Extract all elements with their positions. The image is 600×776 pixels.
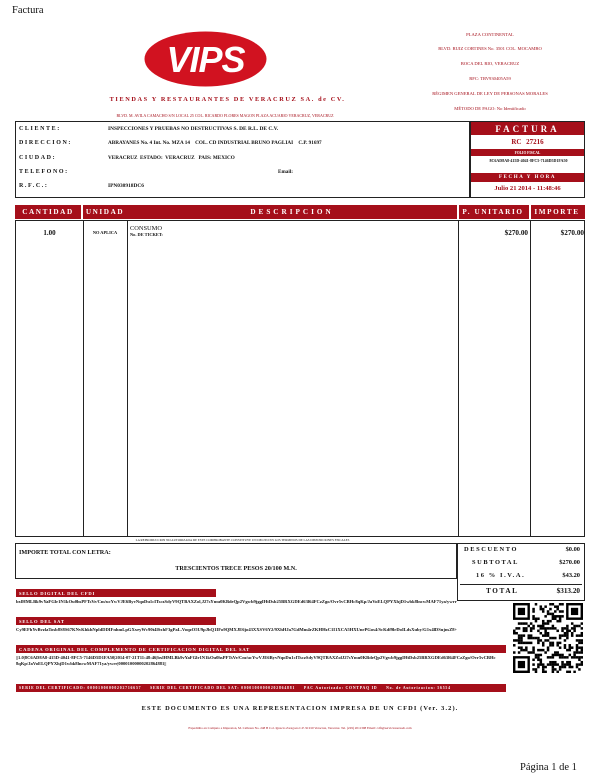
certificate-bar: SERIE DEL CERTIFICADO: 00001000000202716657 SERIE DEL CERTIFICADO DEL SAT: 00001000000202864881 PAC Autorizado: CONTPAQ ID No. de Autorizacion: 56554 (16, 684, 506, 692)
svg-text:VIPS: VIPS (166, 39, 245, 80)
row-unit-price: $270.00 (504, 229, 528, 237)
amount-words-box (15, 543, 457, 579)
row-description: CONSUMO (130, 225, 162, 232)
row-amount: $270.00 (560, 229, 584, 237)
issue-place-line-2: BLVD. RUIZ CORTINES No. 3501 COL. MOCAMBO (438, 46, 542, 51)
total-label: 16 % I.V.A. (476, 572, 526, 579)
page-title: Factura (12, 5, 44, 16)
legal-note: LA REPRODUCCION NO AUTORIZADA DE ESTE COMPROBANTE CONSTITUYE UN DELITO EN LOS TERMINOS DE LAS DISPOSICIONES FISCALES (135, 538, 350, 542)
row-quantity: 1.00 (43, 229, 56, 237)
invoice-date: Julio 21 2014 - 11:48:46 (494, 185, 561, 192)
vips-logo-icon (143, 30, 268, 88)
issue-place-regimen: RÉGIMEN GENERAL DE LEY DE PERSONAS MORALES (432, 91, 548, 96)
amount-words: TRESCIENTOS TRECE PESOS 20/100 M.N. (175, 565, 297, 572)
city-label: CIUDAD: (19, 155, 57, 161)
sat-seal-label: SELLO DEL SAT (16, 617, 216, 625)
rfc-label: R.F.C.: (19, 183, 49, 189)
header-cantidad: CANTIDAD (22, 208, 74, 216)
items-table-body (15, 220, 585, 537)
total-label: SUBTOTAL (472, 559, 520, 566)
client-address: ABRAYANES No. 4 Int. No. MZA 14 COL. CD INDUSTRIAL BRUNO PAGLIAI C.P. 91697 (108, 140, 322, 146)
invoice-box (470, 121, 585, 198)
phone-label: TELEFONO: (19, 169, 69, 175)
client-rfc: IPN030918DC6 (108, 183, 144, 189)
original-chain: ||1.0|8C6AD8A8-415D-4041-8FC5-7146D5D1FA50|2014-07-21T11:48:46|bxlHMLBk9vYaFGlr1N1kOu0hsPFTsVe/Cm/ucYwVJE6ByvNqoDu1cITsczSdyV9QTBAXZolJ27sYmu0KBdeQp2Vgwb9jggIHtDsb25BRXGDEd63l64FCzZgo/Ovr5vCBHc8qKp/JaVoELQPYXhjD1wbk8lncwMAF71ya/ywrr|00001000000202864881|| (16, 655, 496, 666)
company-name: TIENDAS Y RESTAURANTES DE VERACRUZ SA. de CV. (109, 96, 346, 103)
total-value: $0.00 (565, 546, 580, 553)
client-box (15, 121, 470, 198)
date-label: FECHA Y HORA (471, 173, 584, 182)
cfd-seal: bxlHMLBk9vYaFGlr1N1kOu0hsPFTsVe/Cm/ucYwVJE6ByvNqoDu1cITsczSdyV9QTBAXZol,J27sYmu0KBdeQp2Vgwb9jggIHtDsb25BRXGDEd63l64FCzZgo/Ovr5vCBHc8qKp/JaVoELQPYXhjD1wbk8lncwMAF71ya/ywrr (16, 599, 457, 604)
amount-words-label: IMPORTE TOTAL CON LETRA: (19, 549, 111, 556)
invoice-number: RC 27216 (511, 138, 544, 146)
total-label: DESCUENTO (464, 546, 519, 553)
header-unidad: UNIDAD (85, 208, 125, 216)
total-label: TOTAL (486, 587, 519, 595)
issue-place-line-3: BOCA DEL RIO, VERACRUZ (460, 61, 520, 66)
cfdi-statement: ESTE DOCUMENTO ES UNA REPRESENTACION IMPRESA DE UN CFDI (Ver. 3.2). (141, 705, 459, 712)
printer-contact: Expedidito en Computo e Impresion, M. Calhoun No. 248 B Col. Ignacio Zaragoza C.P. 91910 Veracruz, Veracruz. Tel. (229) 2011398 Email: cdfi@servicionesweb.com (188, 726, 412, 730)
invoice-title: FACTURA (471, 122, 584, 135)
client-name: INSPECCIONES Y PRUEBAS NO DESTRUCTIVAS S. DE R.L. DE C.V. (108, 126, 279, 132)
sat-seal: Cy9EFhYvBvzlaTosb8S8S67KNvKhkhNpldDDIFnhmLpGXxeyWc90t4lSxhF3gPaL.VoqzO5U9pJhQ1IFo9QMXJE6jo43XXSV6Y2/9XhHJa7GdMm4rZKHHzC1I1XCA5HXUnrPGos4/ScKdf9lrDoILdsXuby/G1x4lDSujnsZ8+ (16, 627, 458, 632)
folio-fiscal: 8C6AD8A8-415D-4041-8FC5-7146D5D1FA50 (489, 158, 568, 163)
folio-label: FOLIO FISCAL (471, 149, 584, 156)
total-value: $313.20 (556, 587, 580, 595)
issue-place-payment: MÉTODO DE PAGO: No Identificado (454, 106, 526, 111)
cfd-seal-label: SELLO DIGITAL DEL CFDI (16, 589, 216, 597)
row-ticket: No. DE TICKET: (130, 232, 163, 237)
header-importe: IMPORTE (534, 208, 580, 216)
total-value: $270.00 (559, 559, 580, 566)
company-address: BLVD. M. AVILA CAMACHO S/N LOCAL 25 COL. RICARDO FLORES MAGON PLAZA ACUARIO VERACRUZ, VERACRUZ (116, 113, 334, 118)
total-value: $43.20 (562, 572, 580, 579)
chain-label: CADENA ORIGINAL DEL COMPLEMENTO DE CERTIFICACION DIGITAL DEL SAT (16, 645, 506, 653)
page-number: Página 1 de 1 (520, 762, 577, 773)
row-unit: NO APLICA (92, 230, 118, 235)
items-table-header (15, 205, 585, 219)
email-label: Email: (278, 169, 293, 175)
qr-code-icon (513, 603, 583, 673)
header-p-unitario: P. UNITARIO (462, 208, 524, 216)
client-city: VERACRUZ ESTADO: VERACRUZ PAIS: MEXICO (108, 155, 235, 161)
issue-place-rfc: RFC: TRV930405A59 (469, 76, 511, 81)
company-logo (143, 30, 268, 88)
client-label: CLIENTE: (19, 126, 61, 132)
address-label: DIRECCION: (19, 140, 73, 146)
qr-code (513, 603, 583, 673)
totals-box (457, 543, 585, 601)
issue-place-line-1: PLAZA CONTINENTAL (466, 32, 514, 37)
header-descripcion: DESCRIPCION (250, 208, 334, 216)
